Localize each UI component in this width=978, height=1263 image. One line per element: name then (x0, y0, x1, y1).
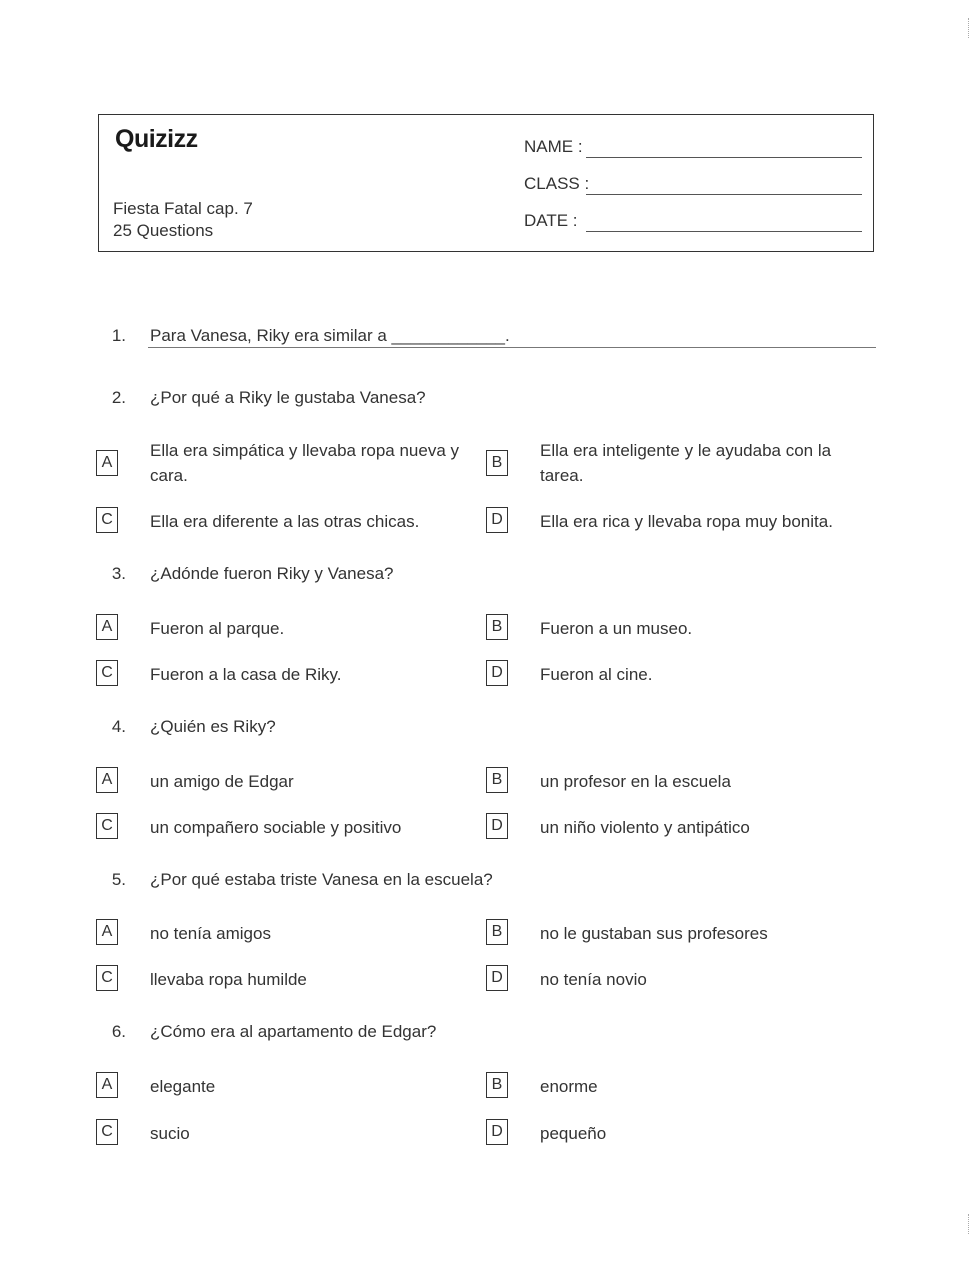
option-text: elegante (150, 1077, 216, 1096)
scan-mark (968, 18, 972, 38)
option-text: Ella era inteligente y le ayudaba con la tarea. (540, 441, 832, 485)
option-text: Fueron a un museo. (540, 619, 693, 638)
option-text: sucio (150, 1124, 190, 1143)
option-letter-box: C (96, 813, 118, 839)
option-text: un compañero sociable y positivo (150, 818, 402, 837)
date-line (586, 231, 862, 232)
option-letter-box: D (486, 507, 508, 533)
option-text: no tenía novio (540, 970, 647, 989)
question-number: 3. (111, 564, 126, 583)
name-label: NAME : (524, 137, 583, 156)
quizizz-logo: Quizizz (115, 125, 198, 153)
option-letter-box: C (96, 965, 118, 991)
question-text: ¿Adónde fueron Riky y Vanesa? (150, 564, 394, 583)
option-text: Ella era rica y llevaba ropa muy bonita. (540, 512, 833, 531)
question-number: 4. (111, 717, 126, 736)
option-letter-box: A (96, 767, 118, 793)
date-field[interactable] (524, 211, 578, 231)
question-text: ¿Por qué a Riky le gustaba Vanesa? (150, 388, 426, 407)
option-letter-box: A (96, 1072, 118, 1098)
option-letter-box: D (486, 965, 508, 991)
option-text: pequeño (540, 1124, 607, 1143)
option-text: Ella era diferente a las otras chicas. (150, 512, 420, 531)
option-text: llevaba ropa humilde (150, 970, 307, 989)
option-letter-box: C (96, 507, 118, 533)
option-letter-box: A (96, 450, 118, 476)
scan-mark (968, 1214, 972, 1234)
question-text: ¿Quién es Riky? (150, 717, 276, 736)
option-text: un amigo de Edgar (150, 772, 294, 791)
option-text: un niño violento y antipático (540, 818, 750, 837)
option-letter-box: B (486, 614, 508, 640)
option-text: Ella era simpática y llevaba ropa nueva y cara. (150, 441, 459, 485)
option-text: Fueron a la casa de Riky. (150, 665, 342, 684)
option-text: un profesor en la escuela (540, 772, 731, 791)
question-number: 2. (111, 388, 126, 407)
option-letter-box: B (486, 450, 508, 476)
option-letter-box: D (486, 1119, 508, 1145)
class-label: CLASS : (524, 174, 590, 193)
question-text: ¿Cómo era al apartamento de Edgar? (150, 1022, 437, 1041)
option-letter-box: C (96, 660, 118, 686)
class-field[interactable] (524, 174, 589, 194)
option-text: no tenía amigos (150, 924, 271, 943)
option-text: no le gustaban sus profesores (540, 924, 768, 943)
option-letter-box: C (96, 1119, 118, 1145)
question-number: 6. (111, 1022, 126, 1041)
question-number: 1. (111, 326, 126, 345)
option-letter-box: A (96, 614, 118, 640)
date-label: DATE : (524, 211, 578, 230)
question-number: 5. (111, 870, 126, 889)
name-line (586, 157, 862, 158)
option-text: Fueron al parque. (150, 619, 285, 638)
option-letter-box: D (486, 813, 508, 839)
option-letter-box: B (486, 1072, 508, 1098)
quiz-title: Fiesta Fatal cap. 7 (113, 199, 253, 218)
option-letter-box: A (96, 919, 118, 945)
option-letter-box: D (486, 660, 508, 686)
question-text: ¿Por qué estaba triste Vanesa en la escuela? (150, 870, 493, 889)
answer-line (148, 347, 876, 348)
worksheet-header (98, 114, 874, 252)
name-field[interactable] (524, 137, 583, 157)
option-text: enorme (540, 1077, 598, 1096)
option-letter-box: B (486, 919, 508, 945)
option-letter-box: B (486, 767, 508, 793)
class-line (586, 194, 862, 195)
question-text: Para Vanesa, Riky era similar a ____________. (150, 326, 510, 345)
option-text: Fueron al cine. (540, 665, 653, 684)
question-count: 25 Questions (113, 221, 214, 240)
